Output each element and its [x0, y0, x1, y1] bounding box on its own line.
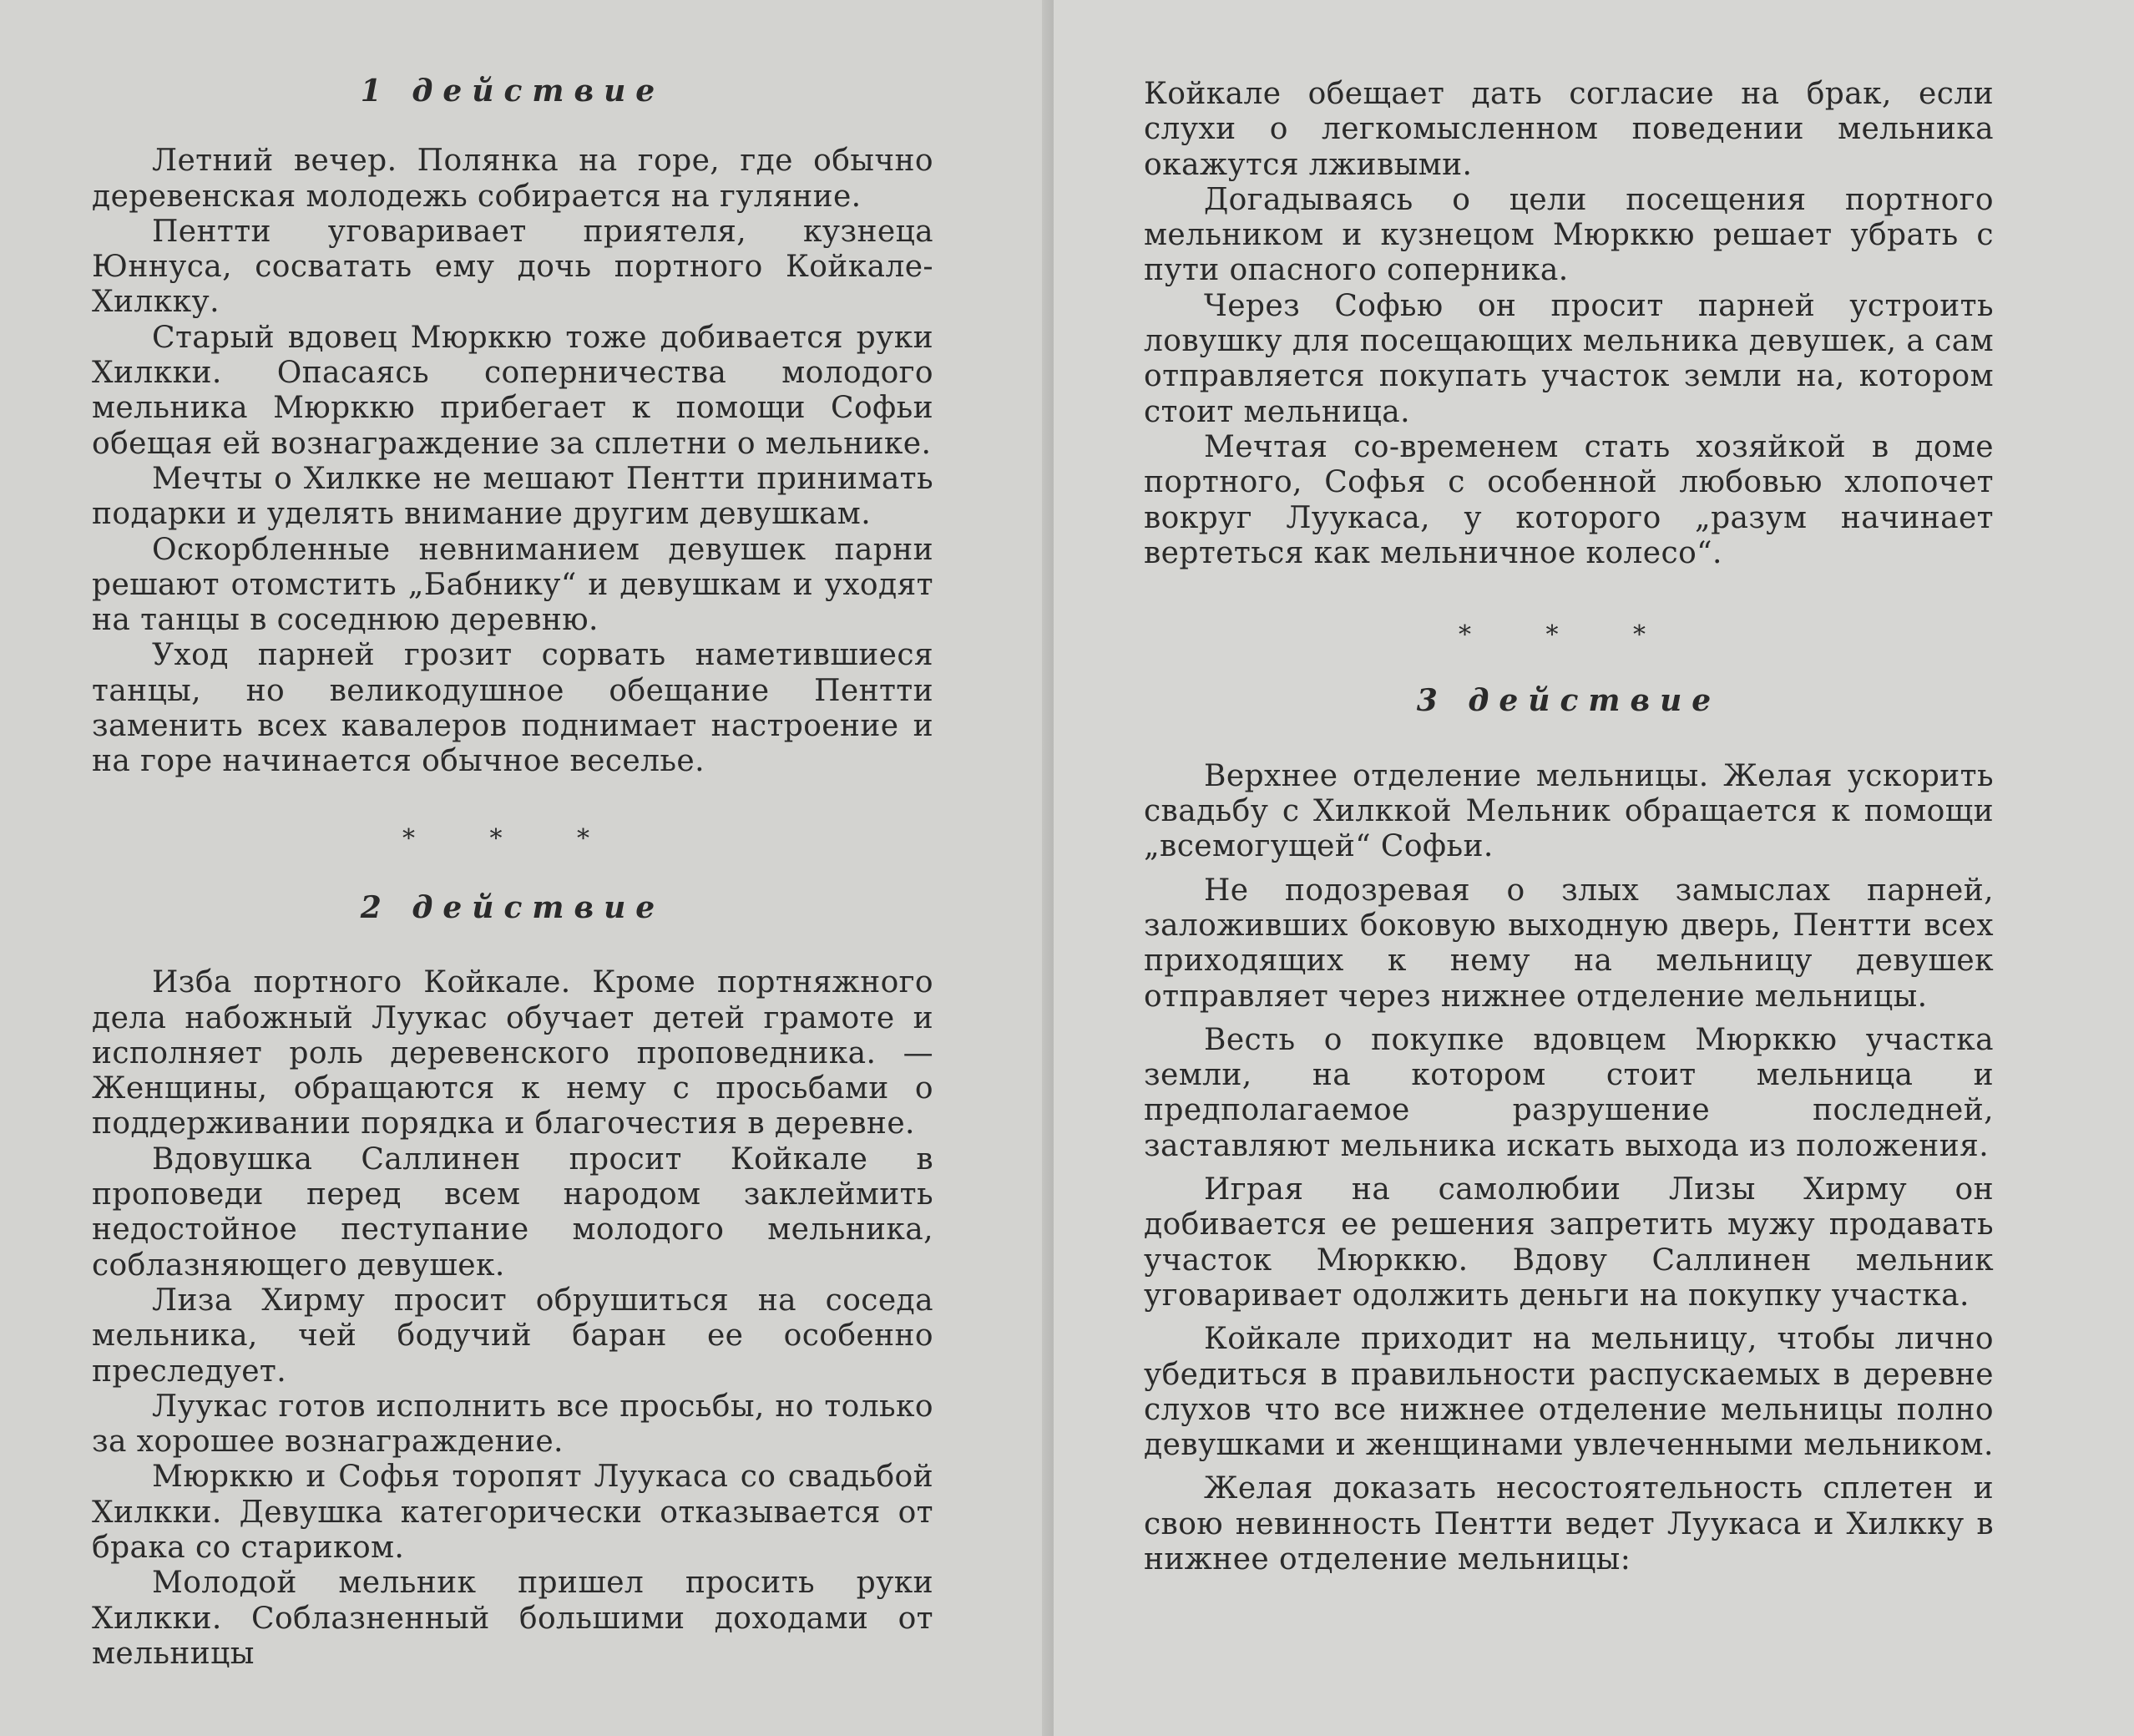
act2-paragraph: Вдовушка Саллинен просит Койкале в проповеди перед всем народом заклеймить недостойное пеступание молодого мельника, соблазняющего девушек.	[92, 1141, 933, 1283]
act2-paragraph: Молодой мельник пришел просить руки Хилкки. Соблазненный большими доходами от мельницы	[92, 1566, 933, 1671]
left-page	[0, 0, 1054, 1736]
act3-heading: 3 действие	[1416, 683, 1722, 719]
act3-paragraph: Желая доказать несостоятельность сплетен и свою невинность Пентти ведет Луукаса и Хилкку в нижнее отделение мельницы:	[1144, 1471, 1994, 1577]
act1-paragraph: Мечты о Хилкке не мешают Пентти принимать подарки и уделять внимание другим девушкам.	[92, 461, 933, 532]
continuation-paragraph: Койкале обещает дать согласие на брак, если слухи о легкомысленном поведении мельника окажутся лживыми.	[1144, 77, 1994, 182]
act3-paragraph: Койкале приходит на мельницу, чтобы лично убедиться в правильности распускаемых в деревне слухов что все нижнее отделение мельницы полно девушками и женщинами увлеченными мельником.	[1144, 1322, 1994, 1463]
act1-paragraph: Оскорбленные невниманием девушек парни решают отомстить „Бабнику“ и девушкам и уходят на танцы в соседнюю деревню.	[92, 532, 933, 638]
left-column	[92, 73, 933, 1672]
act3-paragraph: Не подозревая о злых замыслах парней, заложивших боковую выходную дверь, Пентти всех приходящих к нему на мельницу девушек отправляет через нижнее отделение мельницы.	[1144, 873, 1994, 1014]
continuation-paragraph: Догадываясь о цели посещения портного мельником и кузнецом Мюрккю решает убрать с пути опасного соперника.	[1144, 182, 1994, 288]
continuation-paragraph: Через Софью он просит парней устроить ловушку для посещающих мельника девушек, а сам отправляется покупать участок земли на, котором стоит мельница.	[1144, 288, 1994, 429]
section-separator: * * *	[402, 823, 624, 853]
act1-paragraph: Летний вечер. Полянка на горе, где обычно деревенская молодежь собирается на гуляние.	[92, 144, 933, 214]
act2-paragraph: Лиза Хирму просит обрушиться на соседа мельника, чей бодучий баран ее особенно преследует.	[92, 1283, 933, 1389]
act2-paragraph: Изба портного Койкале. Кроме портняжного дела набожный Луукас обучает детей грамоте и исполняет роль деревенского проповедника. — Женщины, обращаются к нему с просьбами о поддерживании порядка и благочестия в деревне.	[92, 965, 933, 1141]
act1-heading: 1 действие	[360, 73, 665, 109]
continuation-paragraph: Мечтая со-временем стать хозяйкой в доме портного, Софья с особенной любовью хлопочет вокруг Луукаса, у которого „разум начинает вертеться как мельничное колесо“.	[1144, 429, 1994, 570]
section-separator: * * *	[1458, 620, 1680, 650]
right-column	[1144, 77, 1994, 1577]
right-page	[1054, 0, 2134, 1736]
act1-paragraph: Уход парней грозит сорвать наметившиеся танцы, но великодушное обещание Пентти заменить всех кавалеров поднимает настроение и на горе начинается обычное веселье.	[92, 638, 933, 779]
act2-heading: 2 действие	[360, 889, 665, 925]
act3-paragraph: Верхнее отделение мельницы. Желая ускорить свадьбу с Хилккой Мельник обращается к помощи „всемогущей“ Софьи.	[1144, 758, 1994, 864]
act1-paragraph: Старый вдовец Мюрккю тоже добивается руки Хилкки. Опасаясь соперничества молодого мельника Мюрккю прибегает к помощи Софьи обещая ей вознаграждение за сплетни о мельнике.	[92, 320, 933, 461]
act2-paragraph: Луукас готов исполнить все просьбы, но только за хорошее вознаграждение.	[92, 1389, 933, 1460]
act3-paragraph: Весть о покупке вдовцем Мюрккю участка земли, на котором стоит мельница и предполагаемое разрушение последней, заставляют мельника искать выхода из положения.	[1144, 1022, 1994, 1163]
act2-paragraph: Мюрккю и Софья торопят Луукаса со свадьбой Хилкки. Девушка категорически отказывается от брака со стариком.	[92, 1460, 933, 1565]
act3-paragraph: Играя на самолюбии Лизы Хирму он добивается ее решения запретить мужу продавать участок Мюрккю. Вдову Саллинен мельник уговаривает одолжить деньги на покупку участка.	[1144, 1172, 1994, 1313]
act1-paragraph: Пентти уговаривает приятеля, кузнеца Юннуса, сосватать ему дочь портного Койкале-Хилкку.	[92, 214, 933, 320]
